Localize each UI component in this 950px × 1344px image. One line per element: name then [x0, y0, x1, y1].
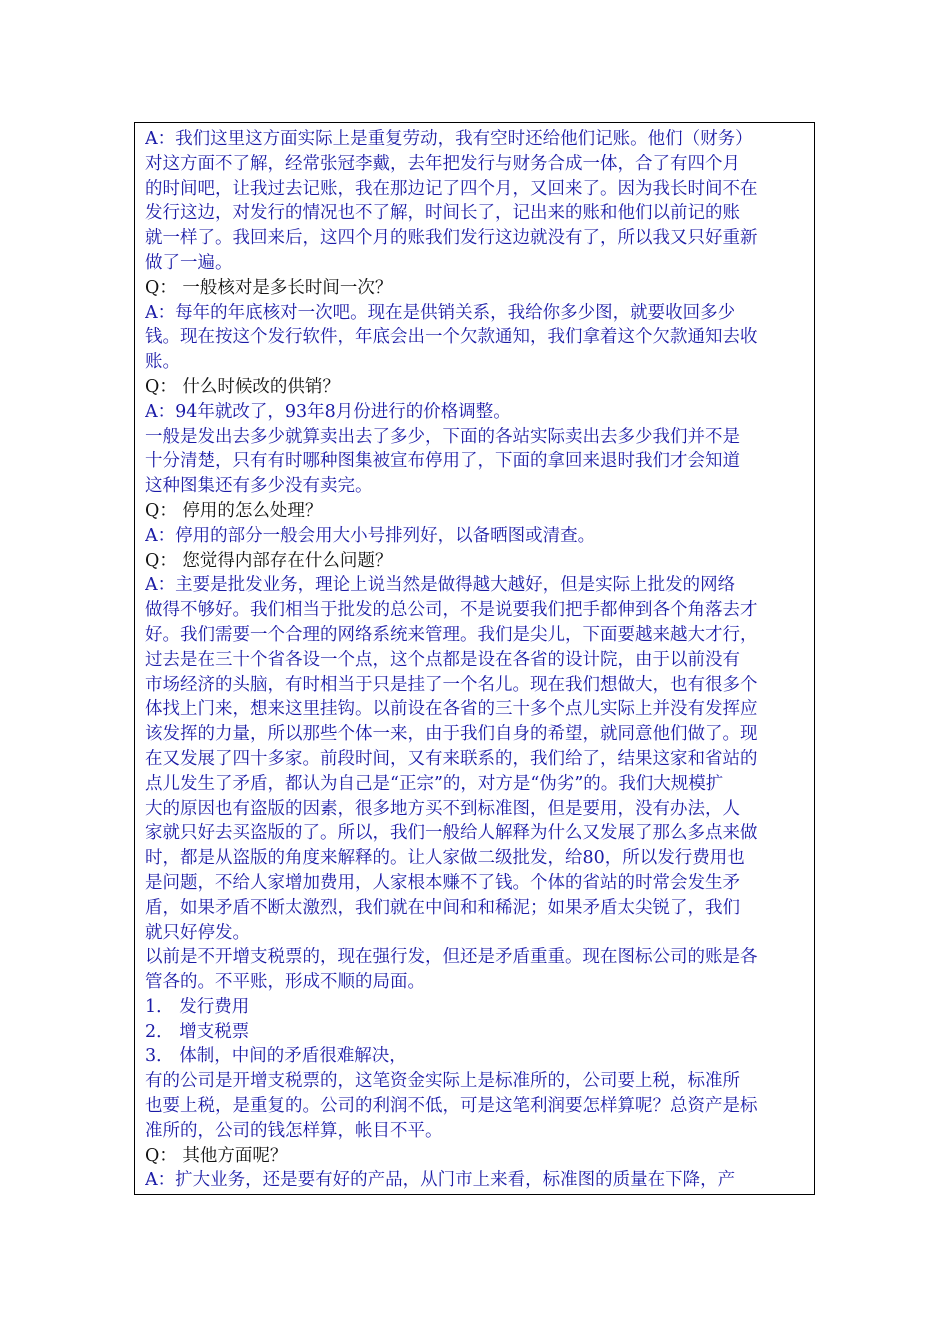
- question-line: Q： 停用的怎么处理？: [145, 500, 323, 521]
- text-line: 家就只好去买盗版的了。所以，我们一般给人解释为什么又发展了那么多点来做: [145, 823, 758, 844]
- list-item: 2． 增支税票: [145, 1021, 250, 1042]
- question-line: Q： 一般核对是多长时间一次？: [145, 277, 393, 298]
- text-line: 在又发展了四十多家。前段时间，又有来联系的，我们给了，结果这家和省站的: [145, 748, 758, 769]
- text-line: 钱。现在按这个发行软件，年底会出一个欠款通知，我们拿着这个欠款通知去收: [145, 327, 758, 348]
- document-body: [145, 127, 807, 1193]
- question-line: Q： 什么时候改的供销？: [145, 376, 340, 397]
- text-line: 也要上税，是重复的。公司的利润不低，可是这笔利润要怎样算呢？总资产是标: [145, 1096, 758, 1117]
- text-line: 准所的，公司的钱怎样算，帐目不平。: [145, 1120, 443, 1141]
- text-line: 时，都是从盗版的角度来解释的。让人家做二级批发，给80，所以发行费用也: [145, 848, 745, 869]
- list-item: 3． 体制，中间的矛盾很难解决，: [145, 1046, 407, 1067]
- text-line: 对这方面不了解，经常张冠李戴，去年把发行与财务合成一体，合了有四个月: [145, 153, 740, 174]
- text-line: 该发挥的力量，所以那些个体一来，由于我们自身的希望，就同意他们做了。现: [145, 724, 758, 745]
- answer-line: A：94年就改了，93年8月份进行的价格调整。: [145, 401, 511, 422]
- text-line: 管各的。不平账，形成不顺的局面。: [145, 972, 425, 993]
- text-line: 点儿发生了矛盾，都认为自己是“正宗”的，对方是“伪劣”的。我们大规模扩: [145, 773, 724, 794]
- list-item: 1． 发行费用: [145, 996, 250, 1017]
- text-line: 大的原因也有盗版的因素，很多地方买不到标准图，但是要用，没有办法，人: [145, 798, 740, 819]
- text-line: 体找上门来，想来这里挂钩。以前设在各省的三十多个点儿实际上并没有发挥应: [145, 699, 758, 720]
- text-line: 盾，如果矛盾不断太激烈，我们就在中间和和稀泥；如果矛盾太尖锐了，我们: [145, 897, 740, 918]
- text-line: 的时间吧，让我过去记账，我在那边记了四个月，又回来了。因为我长时间不在: [145, 178, 758, 199]
- answer-line: A：我们这里这方面实际上是重复劳动，我有空时还给他们记账。他们（财务）: [145, 129, 753, 149]
- text-line: 发行这边，对发行的情况也不了解，时间长了，记出来的账和他们以前记的账: [145, 203, 740, 224]
- text-line: 过去是在三十个省各设一个点，这个点都是设在各省的设计院，由于以前没有: [145, 649, 740, 670]
- text-line: 就只好停发。: [145, 922, 250, 943]
- text-line: 一般是发出去多少就算卖出去了多少，下面的各站实际卖出去多少我们并不是: [145, 426, 740, 447]
- text-line: 市场经济的头脑，有时相当于只是挂了一个名儿。现在我们想做大，也有很多个: [145, 674, 758, 695]
- question-line: Q： 其他方面呢？: [145, 1145, 288, 1166]
- text-line: 好。我们需要一个合理的网络系统来管理。我们是尖儿，下面要越来越大才行，: [145, 624, 758, 645]
- text-line: 做了一遍。: [145, 252, 233, 273]
- text-line: 有的公司是开增支税票的，这笔资金实际上是标准所的，公司要上税，标准所: [145, 1071, 740, 1092]
- document-frame: [134, 122, 815, 1195]
- text-line: 以前是不开增支税票的，现在强行发，但还是矛盾重重。现在图标公司的账是各: [145, 947, 758, 968]
- text-line: 就一样了。我回来后，这四个月的账我们发行这边就没有了，所以我又只好重新: [145, 228, 758, 249]
- text-line: 这种图集还有多少没有卖完。: [145, 476, 373, 497]
- answer-line: A：每年的年底核对一次吧。现在是供销关系，我给你多少图，就要收回多少: [145, 302, 736, 323]
- question-line: Q： 您觉得内部存在什么问题？: [145, 550, 393, 571]
- answer-line: A：停用的部分一般会用大小号排列好，以备晒图或清查。: [145, 525, 596, 546]
- text-line: 十分清楚，只有有时哪种图集被宣布停用了，下面的拿回来退时我们才会知道: [145, 451, 740, 472]
- text-line: 账。: [145, 352, 180, 373]
- answer-line: A：主要是批发业务，理论上说当然是做得越大越好，但是实际上批发的网络: [145, 575, 736, 596]
- text-line: 做得不够好。我们相当于批发的总公司，不是说要我们把手都伸到各个角落去才: [145, 600, 758, 621]
- answer-line: A：扩大业务，还是要有好的产品，从门市上来看，标准图的质量在下降，产: [145, 1170, 736, 1191]
- text-line: 是问题，不给人家增加费用，人家根本赚不了钱。个体的省站的时常会发生矛: [145, 872, 740, 893]
